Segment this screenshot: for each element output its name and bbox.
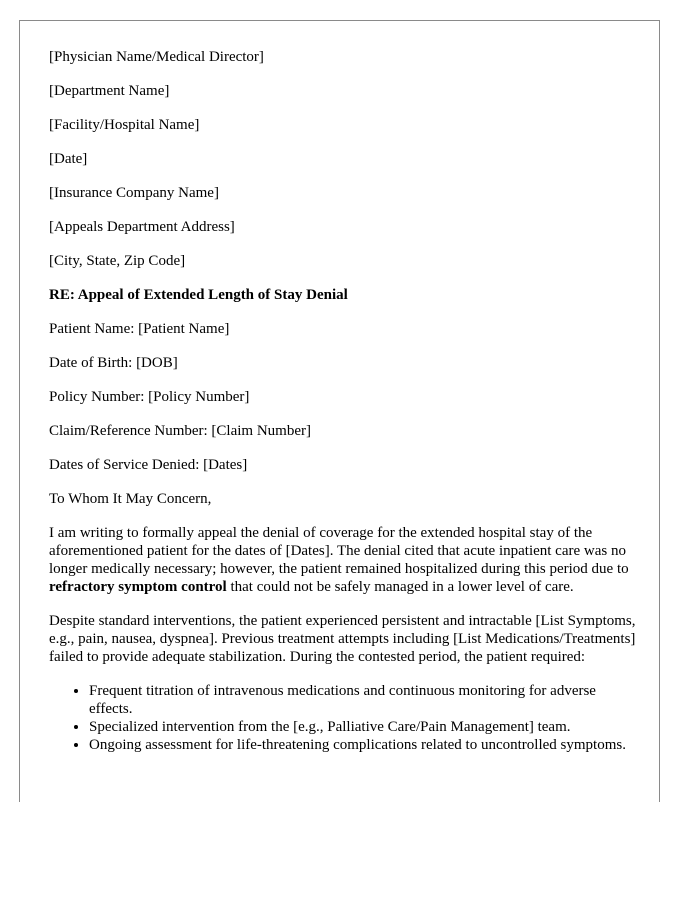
- body-paragraph-1: [49, 524, 639, 596]
- department-name: [Department Name]: [49, 83, 170, 99]
- paragraph-1-emphasis: refractory symptom control: [49, 579, 227, 595]
- date-of-birth-line: Date of Birth: [DOB]: [49, 355, 178, 371]
- list-item: • Specialized intervention from the [e.g., Palliative Care/Pain Management] team.: [89, 718, 639, 736]
- dates-denied-line: Dates of Service Denied: [Dates]: [49, 457, 248, 473]
- patient-name-line: Patient Name: [Patient Name]: [49, 321, 230, 337]
- policy-number-line: Policy Number: [Policy Number]: [49, 389, 250, 405]
- salutation: To Whom It May Concern,: [49, 491, 212, 507]
- insurance-company-name: [Insurance Company Name]: [49, 185, 219, 201]
- list-item: • Frequent titration of intravenous medications and continuous monitoring for adverse effects.: [89, 682, 639, 718]
- claim-number-line: Claim/Reference Number: [Claim Number]: [49, 423, 311, 439]
- city-state-zip: [City, State, Zip Code]: [49, 253, 186, 269]
- sender-name: [Physician Name/Medical Director]: [49, 49, 264, 65]
- appeals-department-address: [Appeals Department Address]: [49, 219, 235, 235]
- letter-page: [19, 20, 660, 802]
- paragraph-1-text-after: that could not be safely managed in a lower level of care.: [226, 579, 574, 595]
- list-item: • Ongoing assessment for life-threatening complications related to uncontrolled symptoms.: [89, 736, 639, 754]
- facility-name: [Facility/Hospital Name]: [49, 117, 200, 133]
- required-care-list: [49, 682, 639, 754]
- body-paragraph-2: Despite standard interventions, the patient experienced persistent and intractable [List Symptoms, e.g., pain, nausea, dyspnea]. Previous treatment attempts including [List Medications/Treatments] failed to provide adequate stabilization. During the contested period, the patient required:: [49, 613, 636, 665]
- letter-content: [49, 48, 639, 754]
- subject-line: RE: Appeal of Extended Length of Stay Denial: [49, 287, 348, 303]
- paragraph-1-text-before: I am writing to formally appeal the denial of coverage for the extended hospital stay of the aforementioned patient for the dates of [Dates]. The denial cited that acute inpatient care was no longer medically necessary; however, the patient remained hospitalized during this period due to: [49, 525, 629, 577]
- letter-date: [Date]: [49, 151, 88, 167]
